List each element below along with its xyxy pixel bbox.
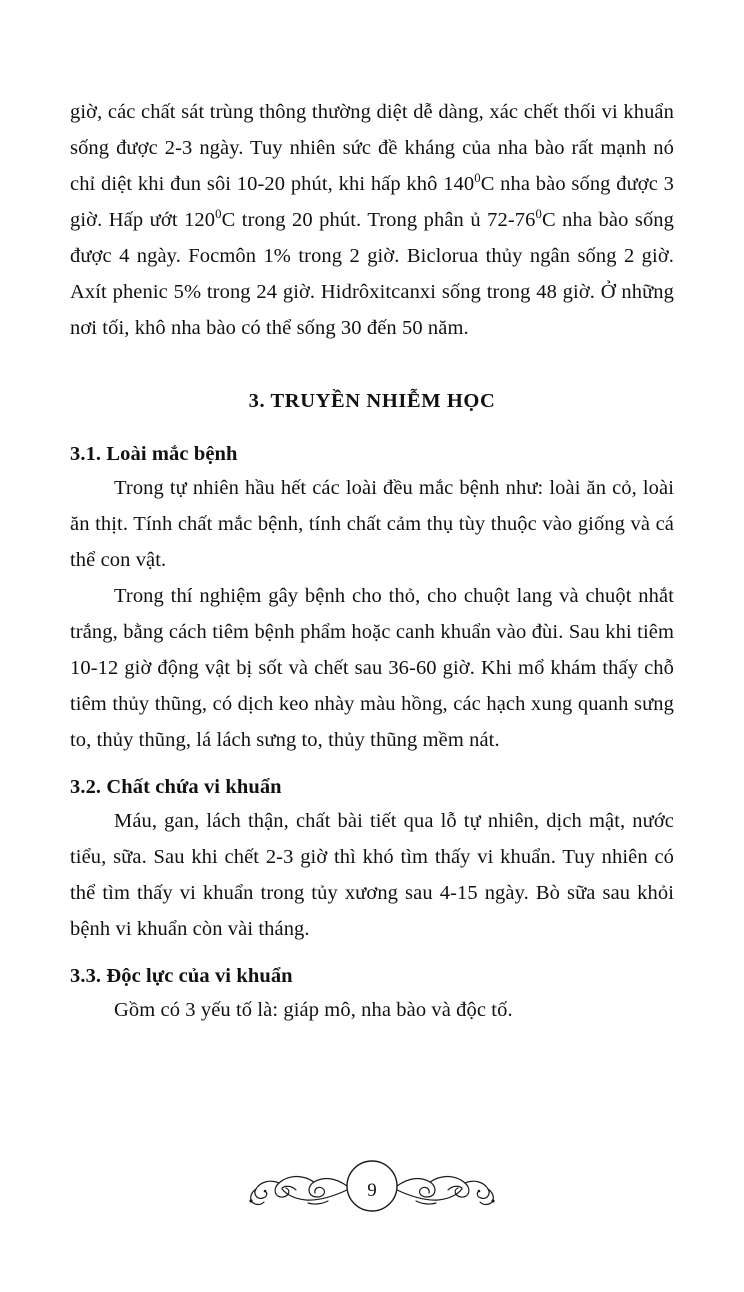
superscript: 0: [474, 171, 481, 186]
page-number: 9: [367, 1180, 377, 1201]
subsection-heading: 3.3. Độc lực của vi khuẩn: [70, 965, 293, 987]
paragraph-continuation: giờ, các chất sát trùng thông thường diệt dễ dàng, xác chết thối vi khuẩn sống được 2-3 ngày. Tuy nhiên sức đề kháng của nha bào rất mạnh nó chỉ diệt khi đun sôi 10-20 phút, khi hấp khô $140^0C$ nha bào sống được 3 giờ. Hấp ướt $120^0C$ trong 20 phút. Trong phân ủ $72-76^0C$ nha bào sống được 4 ngày. Focmôn 1% trong 2 giờ. Biclorua thủy ngân sống 2 giờ. Axít phenic 5% trong 24 giờ. Hidrôxitcanxi sống trong 48 giờ. Ở những nơi tối, khô nha bào có thể sống 30 đến 50 năm.: [70, 101, 675, 339]
superscript: 0: [215, 207, 222, 222]
paragraph: Trong thí nghiệm gây bệnh cho thỏ, cho chuột lang và chuột nhắt trắng, bằng cách tiêm bệnh phẩm hoặc canh khuẩn vào đùi. Sau khi tiêm 10-12 giờ động vật bị sốt và chết sau 36-60 giờ. Khi mổ khám thấy chỗ tiêm thủy thũng, có dịch keo nhày màu hồng, các hạch xung quanh sưng to, thủy thũng, lá lách sưng to, thủy thũng mềm nát.: [70, 585, 674, 751]
superscript: 0: [535, 207, 542, 222]
page-footer: [0, 1152, 744, 1230]
paragraph: Gồm có 3 yếu tố là: giáp mô, nha bào và độc tố.: [114, 999, 513, 1021]
section-heading: 3. TRUYỀN NHIỄM HỌC: [248, 390, 496, 412]
subsection-3-1: [70, 443, 674, 758]
subsection-3-3: [70, 965, 674, 1028]
paragraph: Máu, gan, lách thận, chất bài tiết qua lỗ tự nhiên, dịch mật, nước tiểu, sữa. Sau khi chết 2-3 giờ thì khó tìm thấy vi khuẩn. Tuy nhiên có thể tìm thấy vi khuẩn trong tủy xương sau 4-15 ngày. Bò sữa sau khỏi bệnh vi khuẩn còn vài tháng.: [70, 810, 674, 940]
subsection-3-2: [70, 776, 674, 947]
paragraph: Trong tự nhiên hầu hết các loài đều mắc bệnh như: loài ăn cỏ, loài ăn thịt. Tính chất mắc bệnh, tính chất cảm thụ tùy thuộc vào giống và cá thể con vật.: [70, 477, 674, 571]
subsection-heading: 3.1. Loài mắc bệnh: [70, 443, 238, 465]
subsection-heading: 3.2. Chất chứa vi khuẩn: [70, 776, 282, 798]
